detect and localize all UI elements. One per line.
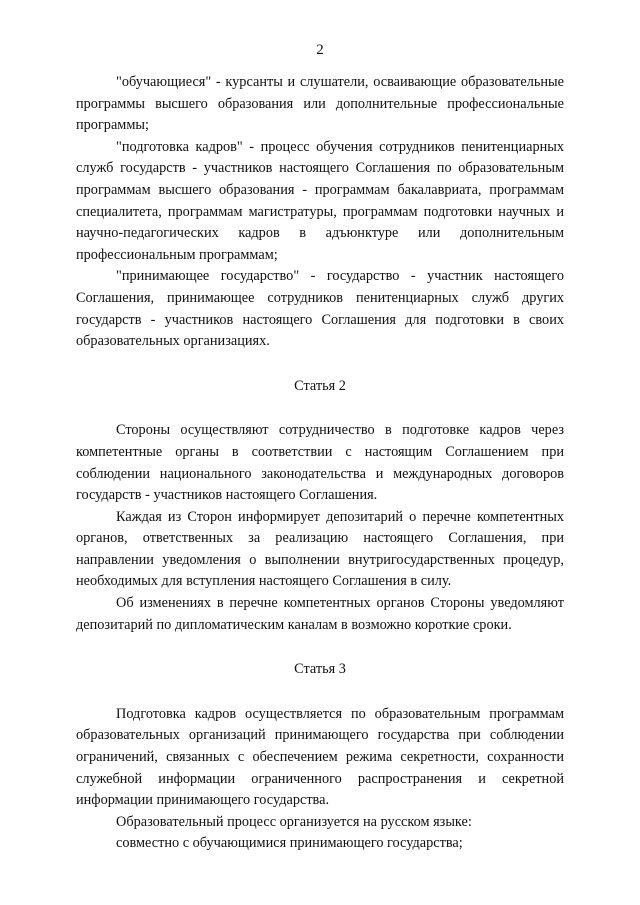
- paragraph-definition-training: "подготовка кадров" - процесс обучения сотрудников пенитенциарных служб государств - участников настоящего Соглашения по образовательным программам высшего образования - программам бакалавриата, программам специалитета, программам магистратуры, программам подготовки научных и научно-педагогических кадров в адъюнктуре или дополнительным профессиональным программам;: [76, 138, 564, 263]
- paragraph-article-3-training: Подготовка кадров осуществляется по образовательным программам образовательных организаций принимающего государства при соблюдении ограничений, связанных с обеспечением режима секретности, сохранности служебной информации ограниченного распространения и секретной информации принимающего государства.: [76, 705, 564, 809]
- paragraph-article-3-jointly: совместно с обучающимися принимающего государства;: [116, 835, 463, 852]
- paragraph-article-2-cooperation: Стороны осуществляют сотрудничество в подготовке кадров через компетентные органы в соответствии с настоящим Соглашением при соблюдении национального законодательства и международных договоров государств - участников настоящего Соглашения.: [76, 422, 564, 504]
- paragraph-article-2-changes: Об изменениях в перечне компетентных органов Стороны уведомляют депозитарий по дипломатическим каналам в возможно короткие сроки.: [76, 595, 564, 633]
- paragraph-definition-students: "обучающиеся" - курсанты и слушатели, осваивающие образовательные программы высшего образования или дополнительные профессиональные программы;: [76, 74, 564, 134]
- article-3-heading: Статья 3: [294, 661, 346, 678]
- paragraph-article-2-depositary: Каждая из Сторон информирует депозитарий о перечне компетентных органов, ответственных за реализацию настоящего Соглашения, при направлении уведомления о выполнении внутригосударственных процедур, необходимых для вступления настоящего Соглашения в силу.: [76, 508, 564, 590]
- document-body: [76, 72, 564, 855]
- paragraph-definition-host-state: "принимающее государство" - государство - участник настоящего Соглашения, принимающее сотрудников пенитенциарных служб других государств - участников настоящего Соглашения для подготовки в своих образовательных организациях.: [76, 268, 564, 350]
- paragraph-article-3-language: Образовательный процесс организуется на русском языке:: [116, 813, 472, 830]
- article-2-heading: Статья 2: [294, 377, 346, 394]
- page-number: 2: [316, 42, 324, 58]
